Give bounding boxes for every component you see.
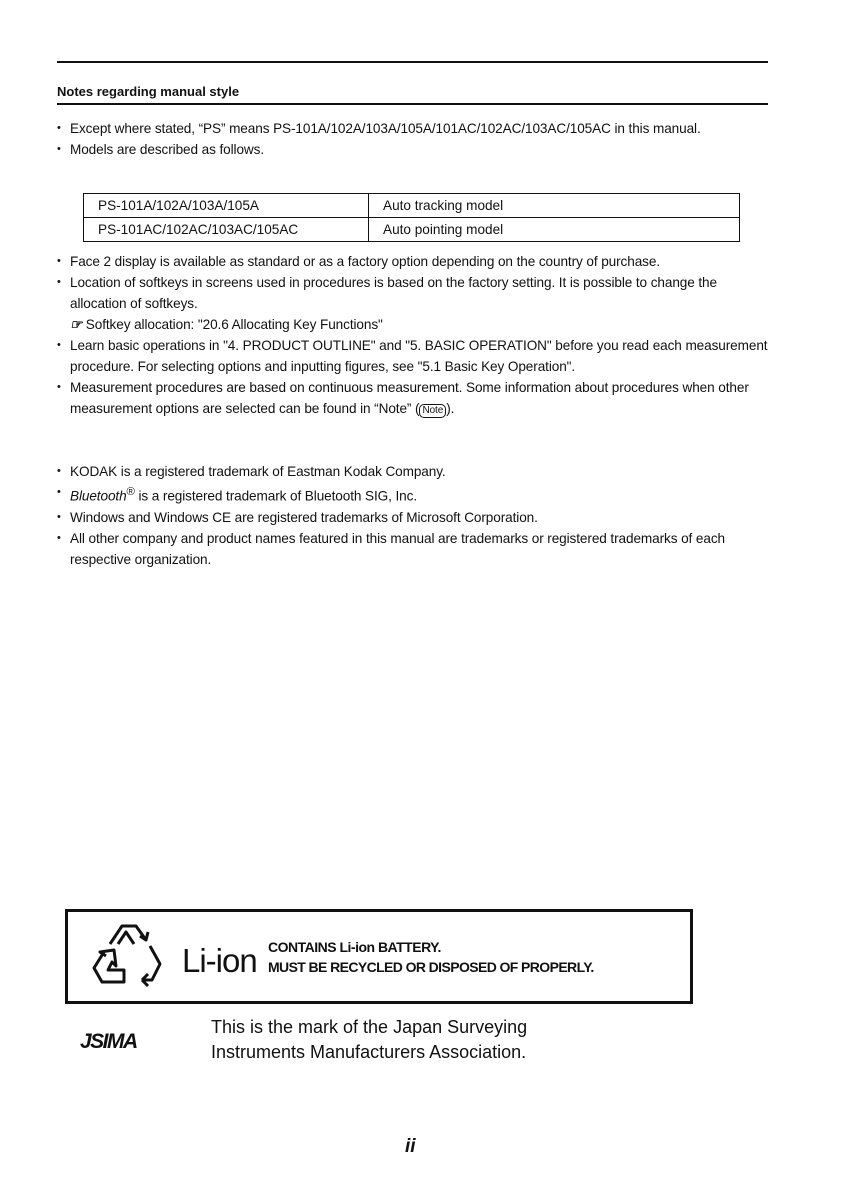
notes-list-2 — [57, 251, 772, 419]
list-item — [57, 272, 772, 335]
section-heading: Notes regarding manual style — [57, 84, 240, 99]
recycle-icon — [88, 922, 168, 992]
battery-recycle-box — [65, 909, 693, 1004]
battery-line-2: MUST BE RECYCLED OR DISPOSED OF PROPERLY. — [268, 959, 594, 975]
list-item: • Models are described as follows. — [57, 139, 772, 160]
list-item: • KODAK is a registered trademark of Eastman Kodak Company. — [57, 461, 772, 482]
bluetooth-name: Bluetooth — [70, 488, 127, 504]
pointing-hand-icon: ☞ — [70, 317, 83, 332]
model-cell: PS-101AC/102AC/103AC/105AC — [84, 218, 369, 242]
type-cell: Auto tracking model — [369, 194, 740, 218]
note-icon: Note — [419, 404, 446, 418]
notes-list-1 — [57, 118, 772, 160]
measure-text: Measurement procedures are based on continuous measurement. Some information about procedures when other measurement options are selected can be found in “Note” ( — [70, 380, 749, 416]
measure-text-end: ). — [446, 401, 455, 416]
page-number: ii — [405, 1136, 416, 1157]
softkeys-text: Location of softkeys in screens used in procedures is based on the factory setting. It is possible to change the allocation of softkeys. — [70, 275, 717, 311]
jsima-text — [211, 1015, 527, 1065]
battery-line-1: CONTAINS Li-ion BATTERY. — [268, 939, 441, 955]
trademarks-list — [57, 461, 772, 570]
reference — [70, 314, 772, 335]
jsima-text-line: Instruments Manufacturers Association. — [211, 1042, 527, 1062]
bluetooth-text: is a registered trademark of Bluetooth SIG, Inc. — [134, 488, 418, 504]
jsima-logo: JSIMA — [80, 1030, 137, 1053]
heading-rule — [57, 103, 768, 105]
list-item: • Windows and Windows CE are registered trademarks of Microsoft Corporation. — [57, 507, 772, 528]
registered-mark: ® — [126, 486, 135, 498]
list-item — [57, 482, 772, 507]
models-table — [83, 193, 740, 242]
jsima-text-line: This is the mark of the Japan Surveying — [211, 1017, 528, 1037]
model-cell: PS-101A/102A/103A/105A — [84, 194, 369, 218]
table-row — [84, 218, 740, 242]
list-item — [57, 377, 772, 419]
list-item: • Learn basic operations in "4. PRODUCT OUTLINE" and "5. BASIC OPERATION" before you read each measurement procedure. For selecting options and inputting figures, see "5.1 Basic Key Operation". — [57, 335, 772, 377]
type-cell: Auto pointing model — [369, 218, 740, 242]
liion-label: Li-ion — [182, 942, 257, 979]
top-rule — [57, 61, 768, 63]
list-item: • All other company and product names featured in this manual are trademarks or registered trademarks of each respective organization. — [57, 528, 772, 570]
table-row — [84, 194, 740, 218]
reference-text: Softkey allocation: "20.6 Allocating Key Functions" — [85, 317, 383, 332]
list-item: • Except where stated, “PS” means PS-101A/102A/103A/105A/101AC/102AC/103AC/105AC in this manual. — [57, 118, 772, 139]
list-item: • Face 2 display is available as standard or as a factory option depending on the country of purchase. — [57, 251, 772, 272]
